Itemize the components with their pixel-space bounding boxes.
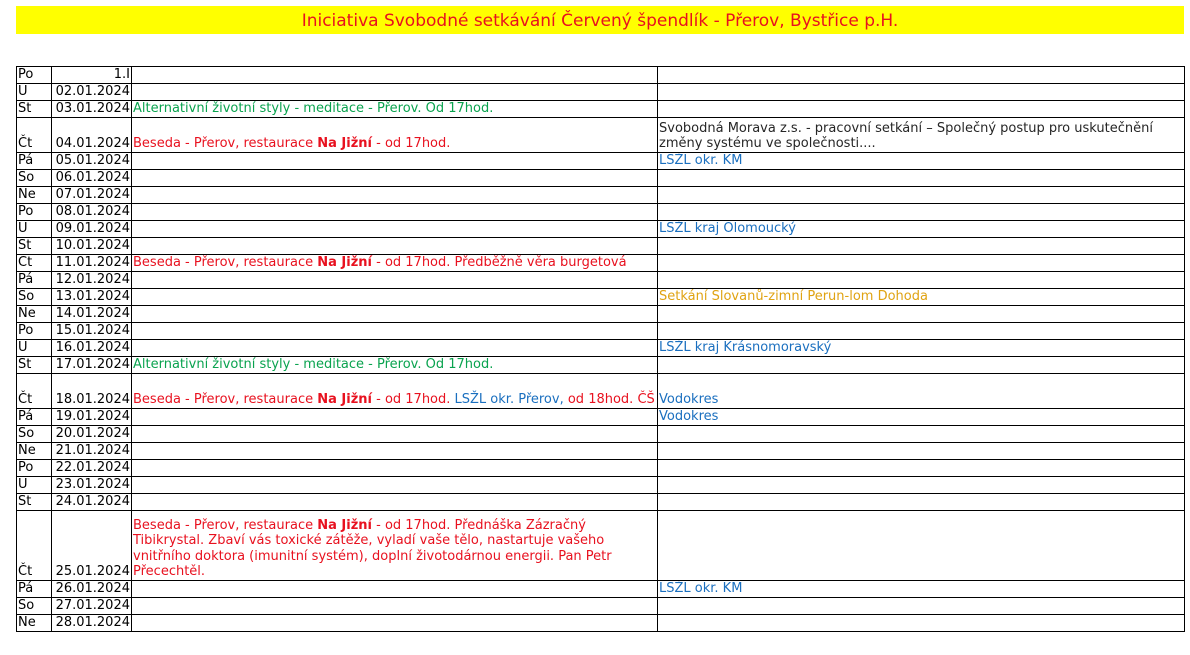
table-row: [17, 67, 1185, 84]
day-label: St: [18, 494, 32, 510]
day-cell[interactable]: [17, 340, 52, 357]
note-cell[interactable]: [658, 340, 1185, 357]
date-label: 24.01.2024: [55, 494, 130, 510]
day-cell[interactable]: [17, 204, 52, 221]
note-cell[interactable]: [658, 255, 1185, 272]
event-cell[interactable]: [132, 477, 658, 494]
date-cell[interactable]: [52, 581, 132, 598]
event-cell[interactable]: [132, 306, 658, 323]
event-cell-text: Beseda - Přerov, restaurace: [133, 517, 318, 533]
note-cell[interactable]: [658, 460, 1185, 477]
date-label: 22.01.2024: [55, 460, 130, 476]
date-label: 1.I: [113, 67, 130, 83]
note-cell[interactable]: [658, 84, 1185, 101]
day-label: Ú: [18, 477, 28, 493]
date-cell[interactable]: [52, 615, 132, 632]
table-row: [17, 255, 1185, 272]
date-label: 13.01.2024: [55, 289, 130, 305]
day-label: Po: [18, 323, 34, 339]
table-row: [17, 204, 1185, 221]
day-label: St: [18, 238, 32, 254]
day-label: Čt: [18, 136, 33, 152]
date-label: 10.01.2024: [55, 238, 130, 254]
note-cell[interactable]: [658, 238, 1185, 255]
note-cell[interactable]: [658, 494, 1185, 511]
note-cell[interactable]: [658, 477, 1185, 494]
day-cell[interactable]: [17, 170, 52, 187]
day-label: Ne: [18, 615, 36, 631]
event-cell[interactable]: [132, 598, 658, 615]
event-cell-text: - od 17hod. Přednáška Zázračný Tibikrystal. Zbaví vás toxické zátěže, vyladí vaše tělo, nastartuje vašeho vnitřního doktora (imunitní systém), doplní životodárnou energii. Pan Petr Přecechtěl.: [133, 517, 612, 580]
event-cell[interactable]: [132, 272, 658, 289]
event-cell-text: LSŽL okr. Přerov,: [454, 392, 564, 408]
event-cell[interactable]: [132, 170, 658, 187]
note-cell[interactable]: [658, 374, 1185, 409]
day-cell[interactable]: [17, 221, 52, 238]
date-label: 18.01.2024: [55, 392, 130, 408]
day-cell[interactable]: [17, 494, 52, 511]
event-cell-text: od 18hod. ČŠ: [563, 392, 655, 408]
date-cell[interactable]: [52, 255, 132, 272]
day-label: St: [18, 357, 32, 373]
table-row: [17, 238, 1185, 255]
day-cell[interactable]: [17, 272, 52, 289]
day-label: Po: [18, 204, 34, 220]
day-cell[interactable]: [17, 84, 52, 101]
schedule-body: [17, 67, 1185, 632]
event-cell-text: Na Jižní: [317, 392, 372, 408]
event-cell[interactable]: [132, 460, 658, 477]
date-label: 25.01.2024: [55, 564, 130, 580]
date-cell[interactable]: [52, 494, 132, 511]
event-cell[interactable]: [132, 84, 658, 101]
date-label: 16.01.2024: [55, 340, 130, 356]
note-cell[interactable]: [658, 511, 1185, 581]
day-label: Čt: [18, 564, 33, 580]
note-cell-text: Vodokres: [659, 392, 719, 408]
date-cell[interactable]: [52, 511, 132, 581]
table-row: [17, 118, 1185, 153]
day-cell[interactable]: [17, 118, 52, 153]
day-label: St: [18, 101, 32, 117]
date-cell[interactable]: [52, 340, 132, 357]
date-cell[interactable]: [52, 101, 132, 118]
date-label: 17.01.2024: [55, 357, 130, 373]
note-cell[interactable]: [658, 323, 1185, 340]
event-cell[interactable]: [132, 511, 658, 581]
date-label: 21.01.2024: [55, 443, 130, 459]
day-cell[interactable]: [17, 187, 52, 204]
day-label: Čt: [18, 255, 33, 271]
day-label: Ú: [18, 221, 28, 237]
note-cell[interactable]: [658, 357, 1185, 374]
table-row: [17, 615, 1185, 632]
note-cell[interactable]: [658, 289, 1185, 306]
note-cell[interactable]: [658, 221, 1185, 238]
event-cell-text: Beseda - Přerov, restaurace: [133, 392, 318, 408]
event-cell-text: Beseda - Přerov, restaurace: [133, 255, 318, 271]
date-cell[interactable]: [52, 118, 132, 153]
event-cell[interactable]: [132, 357, 658, 374]
date-cell[interactable]: [52, 170, 132, 187]
event-cell[interactable]: [132, 255, 658, 272]
day-cell[interactable]: [17, 153, 52, 170]
note-cell[interactable]: [658, 101, 1185, 118]
table-row: [17, 101, 1185, 118]
day-label: So: [18, 598, 35, 614]
event-cell[interactable]: [132, 101, 658, 118]
table-row: [17, 170, 1185, 187]
table-row: [17, 511, 1185, 581]
event-cell[interactable]: [132, 374, 658, 409]
date-cell[interactable]: [52, 204, 132, 221]
date-cell[interactable]: [52, 153, 132, 170]
event-cell[interactable]: [132, 221, 658, 238]
date-label: 19.01.2024: [55, 409, 130, 425]
date-label: 04.01.2024: [55, 136, 130, 152]
day-label: Po: [18, 67, 34, 83]
event-cell-text: Alternativní životní styly - meditace - Přerov. Od 17hod.: [133, 101, 494, 117]
table-row: [17, 357, 1185, 374]
table-row: [17, 221, 1185, 238]
date-cell[interactable]: [52, 598, 132, 615]
event-cell[interactable]: [132, 409, 658, 426]
day-cell[interactable]: [17, 477, 52, 494]
day-label: Pá: [18, 409, 34, 425]
sheet-title: Iniciativa Svobodné setkávání Červený špendlík - Přerov, Bystřice p.H.: [16, 6, 1184, 34]
date-cell[interactable]: [52, 409, 132, 426]
table-row: [17, 289, 1185, 306]
note-cell-text: Setkání Slovanů-zimní Perun-lom Dohoda: [659, 289, 928, 305]
table-row: [17, 443, 1185, 460]
date-label: 06.01.2024: [55, 170, 130, 186]
day-label: Ne: [18, 443, 36, 459]
day-cell[interactable]: [17, 443, 52, 460]
date-cell[interactable]: [52, 221, 132, 238]
table-row: [17, 409, 1185, 426]
table-row: [17, 460, 1185, 477]
note-cell[interactable]: [658, 204, 1185, 221]
event-cell-text: - od 17hod. Předběžně věra burgetová: [371, 255, 627, 271]
date-cell[interactable]: [52, 426, 132, 443]
date-cell[interactable]: [52, 374, 132, 409]
event-cell[interactable]: [132, 118, 658, 153]
date-cell[interactable]: [52, 67, 132, 84]
event-cell-text: Alternativní životní styly - meditace - Přerov. Od 17hod.: [133, 357, 494, 373]
table-row: [17, 477, 1185, 494]
day-label: Ne: [18, 306, 36, 322]
event-cell-text: Beseda - Přerov, restaurace: [133, 136, 318, 152]
note-cell[interactable]: [658, 67, 1185, 84]
note-cell-text: Vodokres: [659, 409, 719, 425]
note-cell[interactable]: [658, 170, 1185, 187]
day-cell[interactable]: [17, 101, 52, 118]
schedule-table: [16, 66, 1185, 632]
note-cell[interactable]: [658, 409, 1185, 426]
date-cell[interactable]: [52, 272, 132, 289]
note-cell-text: LSŽL okr. KM: [659, 581, 743, 597]
date-cell[interactable]: [52, 289, 132, 306]
day-cell[interactable]: [17, 409, 52, 426]
date-label: 23.01.2024: [55, 477, 130, 493]
date-label: 15.01.2024: [55, 323, 130, 339]
date-cell[interactable]: [52, 84, 132, 101]
date-cell[interactable]: [52, 323, 132, 340]
note-cell[interactable]: [658, 443, 1185, 460]
table-row: [17, 426, 1185, 443]
note-cell-text: LSŽL kraj Olomoucký: [659, 221, 796, 237]
table-row: [17, 272, 1185, 289]
event-cell[interactable]: [132, 615, 658, 632]
event-cell[interactable]: [132, 204, 658, 221]
event-cell[interactable]: [132, 323, 658, 340]
date-label: 02.01.2024: [55, 84, 130, 100]
date-label: 03.01.2024: [55, 101, 130, 117]
table-row: [17, 374, 1185, 409]
date-label: 12.01.2024: [55, 272, 130, 288]
note-cell[interactable]: [658, 272, 1185, 289]
date-label: 07.01.2024: [55, 187, 130, 203]
table-row: [17, 323, 1185, 340]
note-cell[interactable]: [658, 153, 1185, 170]
event-cell[interactable]: [132, 426, 658, 443]
event-cell[interactable]: [132, 67, 658, 84]
event-cell[interactable]: [132, 187, 658, 204]
date-label: 28.01.2024: [55, 615, 130, 631]
event-cell-text: - od 17hod.: [371, 392, 455, 408]
note-cell-text: LSŽL okr. KM: [659, 153, 743, 169]
date-label: 14.01.2024: [55, 306, 130, 322]
date-label: 11.01.2024: [55, 255, 130, 271]
date-label: 27.01.2024: [55, 598, 130, 614]
day-cell[interactable]: [17, 581, 52, 598]
day-label: Pá: [18, 272, 34, 288]
event-cell[interactable]: [132, 443, 658, 460]
note-cell-text: LSŽL kraj Krásnomoravský: [659, 340, 832, 356]
date-label: 26.01.2024: [55, 581, 130, 597]
day-cell[interactable]: [17, 323, 52, 340]
day-label: Po: [18, 460, 34, 476]
event-cell-text: Na Jižní: [317, 136, 372, 152]
day-label: Ne: [18, 187, 36, 203]
table-row: [17, 187, 1185, 204]
day-label: Čt: [18, 392, 33, 408]
date-cell[interactable]: [52, 306, 132, 323]
day-label: So: [18, 289, 35, 305]
date-cell[interactable]: [52, 443, 132, 460]
date-cell[interactable]: [52, 238, 132, 255]
day-label: So: [18, 426, 35, 442]
note-cell[interactable]: [658, 598, 1185, 615]
note-cell[interactable]: [658, 187, 1185, 204]
day-cell[interactable]: [17, 306, 52, 323]
event-cell[interactable]: [132, 238, 658, 255]
date-label: 09.01.2024: [55, 221, 130, 237]
note-cell[interactable]: [658, 426, 1185, 443]
day-label: Pá: [18, 153, 34, 169]
event-cell-text: - od 17hod.: [371, 136, 451, 152]
day-cell[interactable]: [17, 255, 52, 272]
note-cell[interactable]: [658, 581, 1185, 598]
day-cell[interactable]: [17, 598, 52, 615]
date-cell[interactable]: [52, 477, 132, 494]
day-cell[interactable]: [17, 374, 52, 409]
day-cell[interactable]: [17, 357, 52, 374]
day-cell[interactable]: [17, 460, 52, 477]
table-row: [17, 581, 1185, 598]
day-cell[interactable]: [17, 511, 52, 581]
date-cell[interactable]: [52, 460, 132, 477]
event-cell[interactable]: [132, 340, 658, 357]
day-cell[interactable]: [17, 238, 52, 255]
date-label: 08.01.2024: [55, 204, 130, 220]
day-label: Pá: [18, 581, 34, 597]
date-label: 20.01.2024: [55, 426, 130, 442]
note-cell-text: Svobodná Morava z.s. - pracovní setkání – Společný postup pro uskutečnění změny systému ve společnosti....: [659, 120, 1153, 152]
day-label: Ú: [18, 84, 28, 100]
day-cell[interactable]: [17, 426, 52, 443]
note-cell[interactable]: [658, 118, 1185, 153]
table-row: [17, 494, 1185, 511]
date-label: 05.01.2024: [55, 153, 130, 169]
event-cell[interactable]: [132, 153, 658, 170]
day-label: Ú: [18, 340, 28, 356]
table-row: [17, 598, 1185, 615]
day-label: So: [18, 170, 35, 186]
event-cell[interactable]: [132, 494, 658, 511]
event-cell[interactable]: [132, 581, 658, 598]
date-cell[interactable]: [52, 187, 132, 204]
table-row: [17, 306, 1185, 323]
table-row: [17, 340, 1185, 357]
day-cell[interactable]: [17, 615, 52, 632]
note-cell[interactable]: [658, 306, 1185, 323]
table-row: [17, 84, 1185, 101]
note-cell[interactable]: [658, 615, 1185, 632]
table-row: [17, 153, 1185, 170]
day-cell[interactable]: [17, 67, 52, 84]
event-cell-text: Na Jižní: [317, 255, 372, 271]
date-cell[interactable]: [52, 357, 132, 374]
event-cell[interactable]: [132, 289, 658, 306]
day-cell[interactable]: [17, 289, 52, 306]
event-cell-text: Na Jižní: [317, 517, 372, 533]
